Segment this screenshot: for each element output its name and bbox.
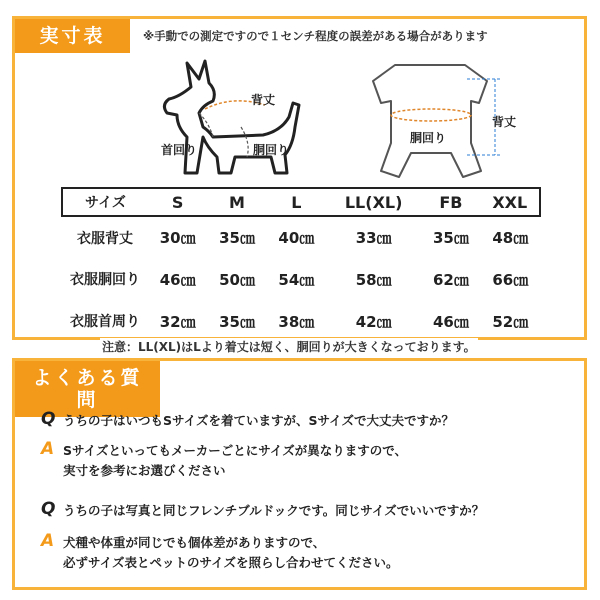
faq-text-line: 実寸を参考にお選びください: [63, 463, 226, 478]
size-table: [61, 187, 541, 342]
question-mark-icon: Q: [41, 499, 56, 519]
table-row: [62, 300, 540, 342]
table-header-cell: M: [207, 188, 266, 216]
faq-text-line: うちの子はいつもSサイズを着ていますが、Sサイズで大丈夫ですか？: [63, 413, 455, 428]
question-mark-icon: Q: [41, 409, 56, 429]
faq-tab: よくある質問: [15, 361, 160, 417]
table-row: [62, 216, 540, 258]
table-cell: 66㎝: [492, 270, 529, 289]
answer-mark-icon: A: [41, 439, 55, 459]
table-cell: 42㎝: [355, 312, 392, 331]
table-cell: 58㎝: [355, 270, 392, 289]
table-cell: 50㎝: [219, 270, 255, 289]
dog-neck-label: 首回り: [161, 143, 198, 157]
size-footnote: 注意：LL(XL)はLより着丈は短く、胴回りが大きくなっております。: [102, 340, 476, 354]
garment-waist-label: 胴回り: [410, 131, 447, 145]
faq-text-line: 犬種や体重が同じでも個体差がありますので、: [63, 535, 326, 550]
table-cell: 40㎝: [278, 229, 315, 247]
table-cell: 35㎝: [219, 229, 255, 247]
dog-back-label: 背丈: [251, 93, 276, 107]
table-header-cell: S: [148, 188, 207, 216]
garment-measurement-diagram: [355, 55, 530, 185]
answer-mark-icon: A: [41, 531, 55, 551]
row-label: 衣服胴回り: [70, 272, 140, 288]
row-label: 衣服背丈: [77, 230, 133, 247]
garment-back-label: 背丈: [492, 115, 517, 129]
dog-silhouette-icon: [143, 57, 318, 179]
table-header-cell: L: [267, 188, 326, 216]
size-chart-tab: 実寸表: [15, 19, 130, 53]
table-cell: 48㎝: [492, 229, 529, 247]
table-cell: 52㎝: [492, 312, 529, 331]
faq-panel: [12, 358, 587, 590]
table-cell: 32㎝: [159, 312, 196, 331]
row-label: 衣服首周り: [70, 314, 140, 330]
table-cell: 35㎝: [432, 229, 469, 247]
measurement-note: ※手動での測定ですので１センチ程度の誤差がある場合があります: [143, 29, 488, 43]
faq-text-line: Sサイズといってもメーカーごとにサイズが異なりますので、: [63, 443, 408, 458]
table-cell: 30㎝: [159, 229, 196, 247]
size-table-header-row: [62, 188, 540, 216]
table-header-cell: サイズ: [62, 188, 148, 216]
table-header-cell: LL(XL): [326, 188, 421, 216]
size-chart-panel: [12, 16, 587, 340]
dog-waist-label: 胴回り: [253, 143, 290, 157]
table-cell: 46㎝: [432, 312, 469, 331]
table-cell: 62㎝: [432, 270, 469, 289]
table-header-cell: XXL: [481, 188, 540, 216]
dog-measurement-diagram: [143, 57, 318, 179]
table-cell: 54㎝: [278, 270, 315, 289]
table-cell: 33㎝: [355, 229, 392, 247]
faq-text-line: 必ずサイズ表とペットのサイズを照らし合わせてください。: [63, 555, 399, 570]
table-row: [62, 258, 540, 300]
table-cell: 35㎝: [219, 312, 255, 331]
faq-text-line: うちの子は写真と同じフレンチブルドックです。同じサイズでいいですか？: [63, 503, 485, 518]
table-header-cell: FB: [421, 188, 480, 216]
table-cell: 46㎝: [159, 270, 196, 289]
table-cell: 38㎝: [278, 312, 315, 331]
